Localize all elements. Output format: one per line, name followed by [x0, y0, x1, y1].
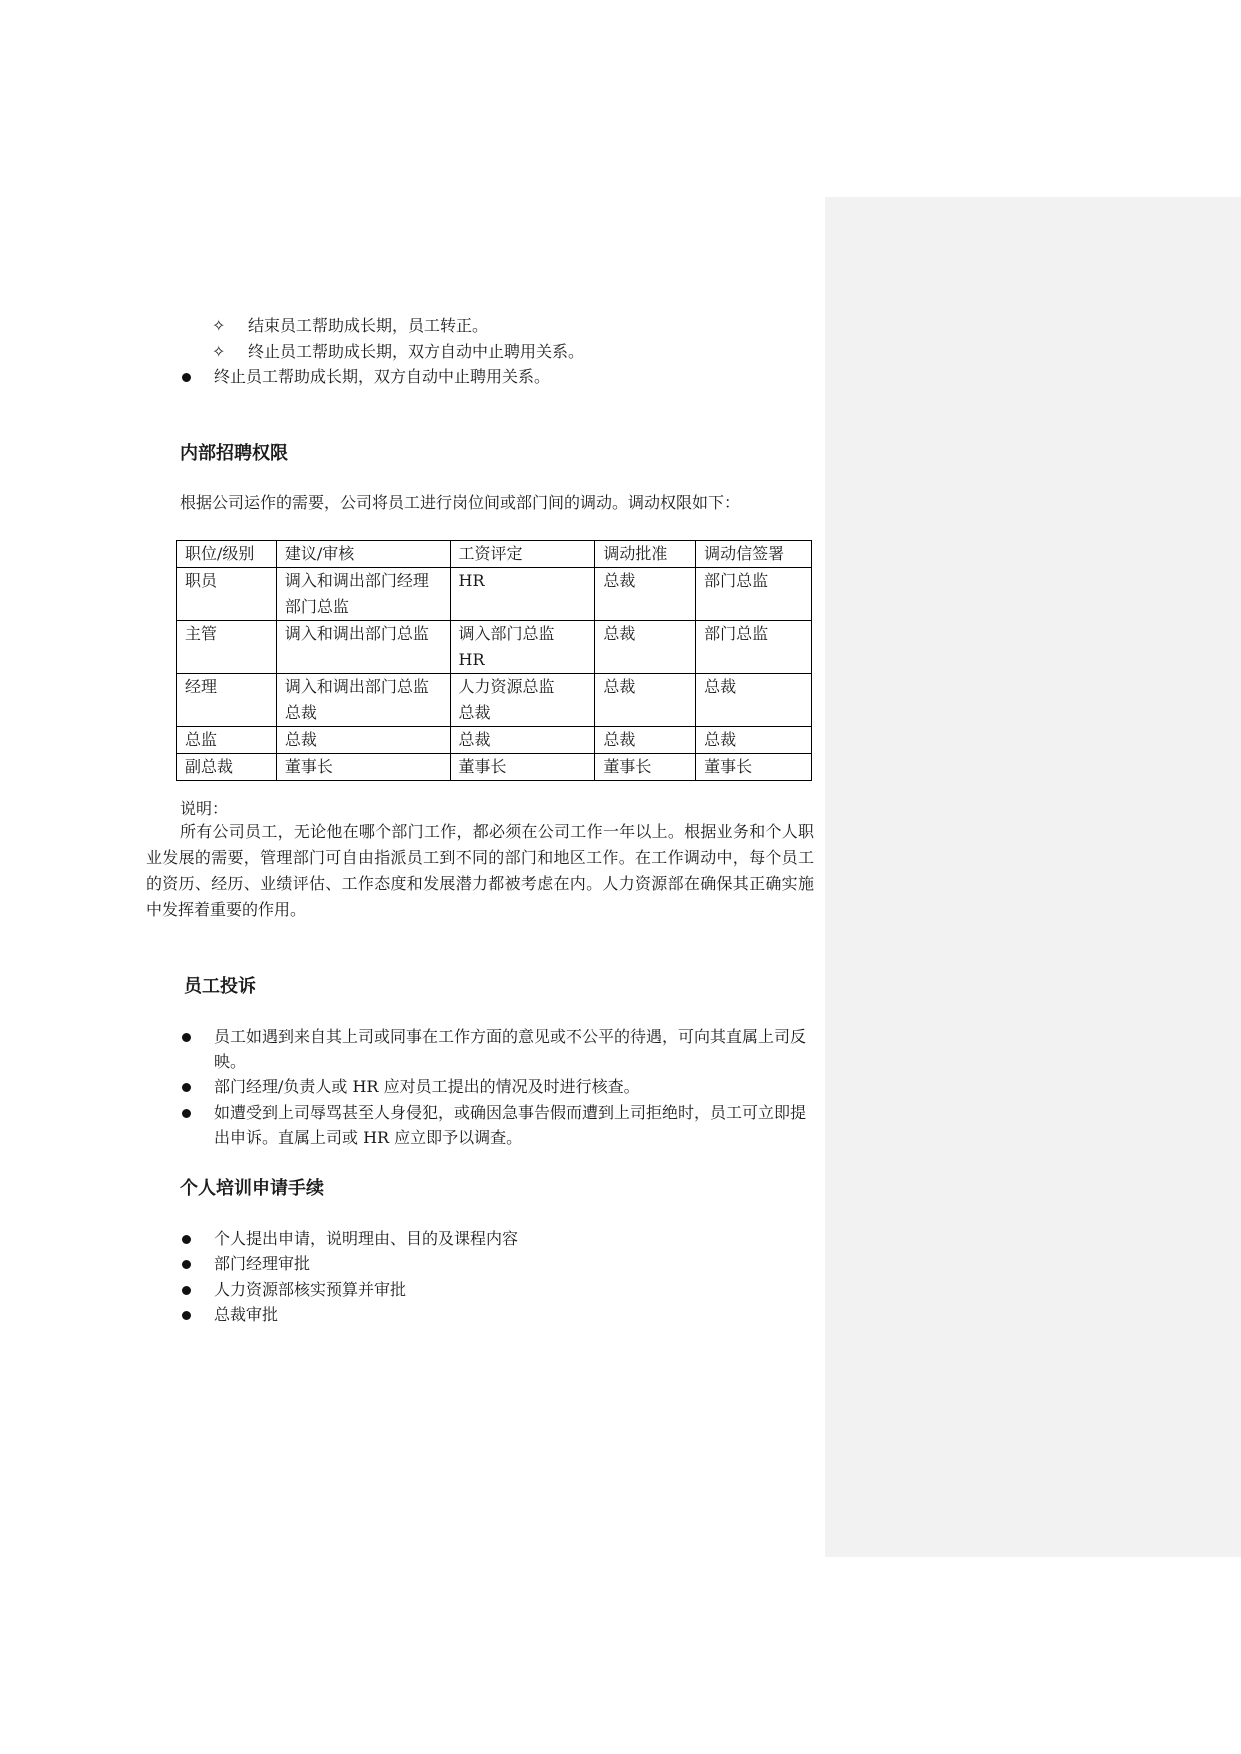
column-header: 工资评定 [450, 541, 595, 568]
cell-line: 总裁 [603, 624, 636, 643]
table-cell [595, 674, 696, 727]
section-heading-training: 个人培训申请手续 [180, 1178, 324, 1199]
note-label: 说明： [180, 799, 229, 818]
cell-line: HR [458, 650, 485, 669]
table-cell [696, 621, 812, 674]
column-header: 职位/级别 [177, 541, 277, 568]
table-cell [696, 568, 812, 621]
bullet-icon [182, 1083, 191, 1092]
table-row [177, 674, 812, 727]
transfer-authority-table [176, 540, 812, 781]
cell-line: 部门总监 [704, 571, 769, 590]
table-cell [450, 727, 595, 754]
cell-line: HR [458, 571, 485, 590]
table-cell [595, 754, 696, 781]
note-body: 所有公司员工，无论他在哪个部门工作，都必须在公司工作一年以上。根据业务和个人职业发展的需要，管理部门可自由指派员工到不同的部门和地区工作。在工作调动中，每个员工的资历、经历、业绩评估、工作态度和发展潜力都被考虑在内。人力资源部在确保其正确实施中发挥着重要的作用。 [146, 822, 814, 919]
list-item-text: 如遭受到上司辱骂甚至人身侵犯，或确因急事告假而遭到上司拒绝时，员工可立即提出申诉。直属上司或 HR 应立即予以调查。 [214, 1103, 807, 1147]
table-cell [696, 754, 812, 781]
cell-line: 部门总监 [704, 624, 769, 643]
cell-line: 董事长 [284, 757, 333, 776]
bullet-icon [182, 1235, 191, 1244]
bullet-icon [182, 1286, 191, 1295]
cell-line: 总裁 [704, 730, 737, 749]
list-item [180, 1302, 814, 1327]
table-cell [276, 674, 450, 727]
table-cell [450, 674, 595, 727]
table-cell [276, 754, 450, 781]
table-cell [276, 727, 450, 754]
column-header: 调动批准 [595, 541, 696, 568]
table-row [177, 754, 812, 781]
table-header-row [177, 541, 812, 568]
table-row [177, 621, 812, 674]
column-header: 调动信签署 [696, 541, 812, 568]
cell-line: 董事长 [704, 757, 753, 776]
cell-line: 总裁 [458, 703, 491, 722]
list-item-text: 终止员工帮助成长期，双方自动中止聘用关系。 [214, 367, 551, 386]
cell-line: 副总裁 [185, 757, 234, 776]
table-cell [177, 674, 277, 727]
list-item [180, 1074, 814, 1099]
table-row [177, 727, 812, 754]
diamond-star-icon: ✧ [212, 316, 226, 335]
bullet-icon [182, 1311, 191, 1320]
comment-margin-pane [825, 197, 1241, 1557]
cell-line: 主管 [185, 624, 218, 643]
table-cell [177, 568, 277, 621]
cell-line: 部门总监 [284, 597, 349, 616]
bullet-icon [182, 373, 191, 382]
bullet-icon [182, 1033, 191, 1042]
list-item [180, 1226, 814, 1251]
table-cell [177, 754, 277, 781]
table-cell [595, 568, 696, 621]
table-cell [177, 727, 277, 754]
cell-line: 经理 [185, 677, 218, 696]
list-item-text: 总裁审批 [214, 1305, 279, 1324]
cell-line: 调入部门总监 [458, 624, 555, 643]
cell-line: 总裁 [284, 703, 317, 722]
list-item-text: 人力资源部核实预算并审批 [214, 1280, 407, 1299]
diamond-star-icon: ✧ [212, 342, 226, 361]
list-item-text: 部门经理审批 [214, 1254, 311, 1273]
cell-line: 调入和调出部门经理 [284, 571, 429, 590]
table-cell [595, 621, 696, 674]
cell-line: 职员 [185, 571, 218, 590]
list-item-text: 个人提出申请，说明理由、目的及课程内容 [214, 1229, 519, 1248]
cell-line: 总监 [185, 730, 218, 749]
cell-line: 调入和调出部门总监 [284, 624, 429, 643]
cell-line: 董事长 [603, 757, 652, 776]
cell-line: 总裁 [284, 730, 317, 749]
list-item [180, 1024, 814, 1074]
cell-line: 调入和调出部门总监 [284, 677, 429, 696]
table-cell [595, 727, 696, 754]
cell-line: 总裁 [704, 677, 737, 696]
table-row [177, 568, 812, 621]
cell-line: 董事长 [458, 757, 507, 776]
bullet-icon [182, 1260, 191, 1269]
cell-line: 总裁 [603, 571, 636, 590]
table-cell [450, 621, 595, 674]
list-item-text: 部门经理/负责人或 HR 应对员工提出的情况及时进行核查。 [214, 1077, 640, 1096]
cell-line: 总裁 [458, 730, 491, 749]
table-cell [696, 727, 812, 754]
table-cell [276, 568, 450, 621]
section-heading-internal-recruit: 内部招聘权限 [180, 443, 288, 464]
table-cell [696, 674, 812, 727]
bullet-icon [182, 1109, 191, 1118]
intro-paragraph: 根据公司运作的需要，公司将员工进行岗位间或部门间的调动。调动权限如下： [180, 493, 741, 512]
table-cell [276, 621, 450, 674]
list-item [180, 1277, 814, 1302]
list-item [180, 1100, 814, 1150]
list-item-text: 员工如遇到来自其上司或同事在工作方面的意见或不公平的待遇，可向其直属上司反映。 [214, 1027, 807, 1071]
table-cell [450, 754, 595, 781]
section-heading-complaint: 员工投诉 [184, 976, 256, 997]
table-cell [177, 621, 277, 674]
column-header: 建议/审核 [276, 541, 450, 568]
list-item [180, 364, 814, 389]
cell-line: 总裁 [603, 677, 636, 696]
cell-line: 总裁 [603, 730, 636, 749]
list-item [180, 1251, 814, 1276]
sub-list-item-text: 结束员工帮助成长期，员工转正。 [248, 316, 489, 335]
table-cell [450, 568, 595, 621]
cell-line: 人力资源总监 [458, 677, 555, 696]
sub-list-item-text: 终止员工帮助成长期，双方自动中止聘用关系。 [248, 342, 585, 361]
